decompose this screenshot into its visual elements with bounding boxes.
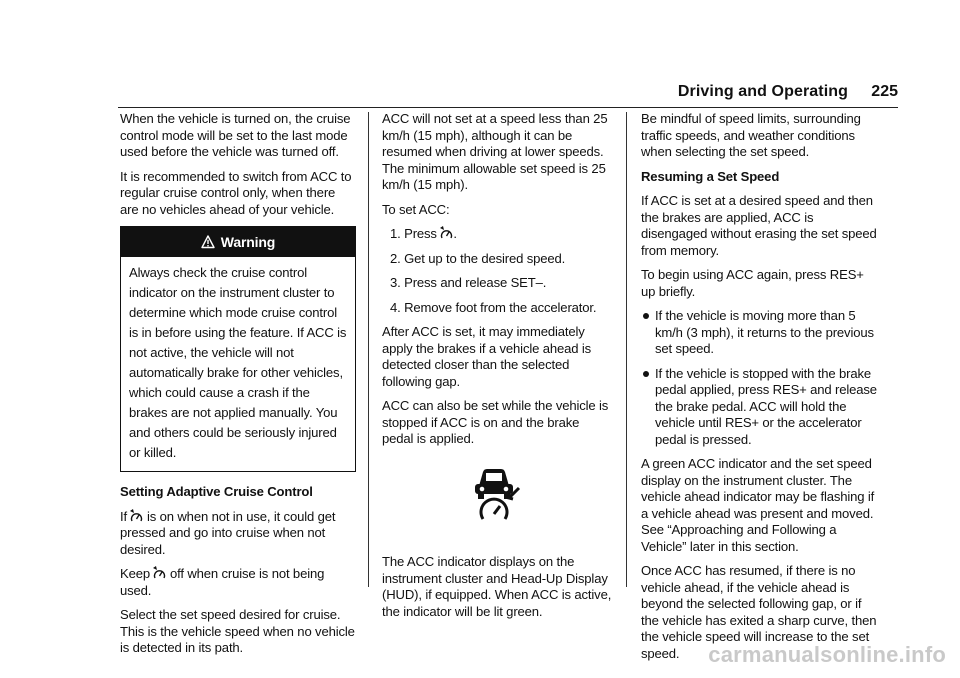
cruise-control-icon: [153, 566, 166, 581]
paragraph: If is on when not in use, it could get pressed and go into cruise when not desired.: [120, 508, 336, 557]
header-rule: [118, 107, 898, 108]
column-2: [382, 111, 612, 628]
paragraph: ACC can also be set while the vehicle is stopped if ACC is on and the brake pedal is applied.: [382, 398, 609, 446]
warning-header: [121, 227, 355, 257]
paragraph: To set ACC:: [382, 201, 450, 217]
section-heading: Resuming a Set Speed: [641, 168, 780, 184]
acc-indicator-figure: [382, 462, 612, 527]
page-number: 225: [871, 83, 898, 100]
warning-triangle-icon: [201, 235, 215, 249]
bullet-icon: [643, 313, 649, 319]
section-heading: Setting Adaptive Cruise Control: [120, 484, 313, 499]
section-title: Driving and Operating: [677, 83, 848, 100]
warning-box: [120, 226, 356, 472]
column-divider-1: [368, 112, 369, 587]
steps-list: [382, 226, 612, 316]
paragraph: Be mindful of speed limits, surrounding traffic speeds, and weather conditions when selecting the set speed.: [641, 111, 861, 159]
list-item: 3. Press and release SET–.: [390, 275, 547, 290]
cruise-control-icon: [130, 509, 143, 524]
page-header: [0, 83, 960, 109]
paragraph: A green ACC indicator and the set speed display on the instrument cluster. The vehicle ahead indicator may be flashing if a vehicle ahead was present and moved. See “Approaching and Following a Vehicle” later in this section.: [641, 456, 875, 554]
paragraph: It is recommended to switch from ACC to regular cruise control only, when there are no vehicles ahead of your vehicle.: [120, 168, 352, 217]
warning-title: Warning: [220, 234, 276, 250]
column-3: [641, 111, 877, 670]
column-1: [120, 111, 356, 665]
warning-text: Always check the cruise control indicator on the instrument cluster to determine which mode cruise control is in before using the feature. If ACC is not active, the vehicle will not automatically brake for other vehicles, which could cause a crash if the brakes are not applied manually. You and others could be seriously injured or killed.: [129, 265, 347, 460]
bullet-icon: [643, 371, 649, 377]
paragraph: The ACC indicator displays on the instrument cluster and Head-Up Display (HUD), if equipped. When ACC is active, the indicator will be lit green.: [382, 554, 612, 619]
list-item: 2. Get up to the desired speed.: [390, 250, 566, 266]
paragraph: Once ACC has resumed, if there is no vehicle ahead, if the vehicle ahead is beyond the selected following gap, or if the vehicle has exited a sharp curve, then the vehicle speed will increase to the set speed.: [641, 563, 877, 661]
acc-indicator-icon: [469, 462, 525, 522]
paragraph: To begin using ACC again, press RES+ up briefly.: [641, 267, 864, 299]
paragraph: If ACC is set at a desired speed and then the brakes are applied, ACC is disengaged without erasing the set speed from memory.: [641, 193, 877, 258]
bullet-list: [641, 308, 877, 448]
paragraph: ACC will not set at a speed less than 25 km/h (15 mph), although it can be resumed when driving at lower speeds. The minimum allowable set speed is 25 km/h (15 mph).: [382, 111, 608, 192]
paragraph: Keep off when cruise is not being used.: [120, 566, 325, 598]
watermark: carmanualsonline.info: [708, 642, 946, 667]
paragraph: Select the set speed desired for cruise. This is the vehicle speed when no vehicle is detected in its path.: [120, 607, 355, 655]
paragraph: After ACC is set, it may immediately apply the brakes if a vehicle ahead is detected closer than the selected following gap.: [382, 324, 592, 389]
column-divider-2: [626, 112, 627, 587]
cruise-control-icon: [440, 226, 453, 241]
list-item: If the vehicle is moving more than 5 km/h (3 mph), it returns to the previous set speed.: [641, 308, 877, 358]
list-item: 1. Press .: [390, 226, 457, 241]
list-item: If the vehicle is stopped with the brake pedal applied, press RES+ and release the brake pedal. ACC will hold the vehicle until RES+ or the accelerator pedal is pressed.: [641, 366, 877, 449]
paragraph: When the vehicle is turned on, the cruise control mode will be set to the last mode used before the vehicle was turned off.: [120, 111, 351, 159]
list-item: 4. Remove foot from the accelerator.: [390, 299, 597, 315]
